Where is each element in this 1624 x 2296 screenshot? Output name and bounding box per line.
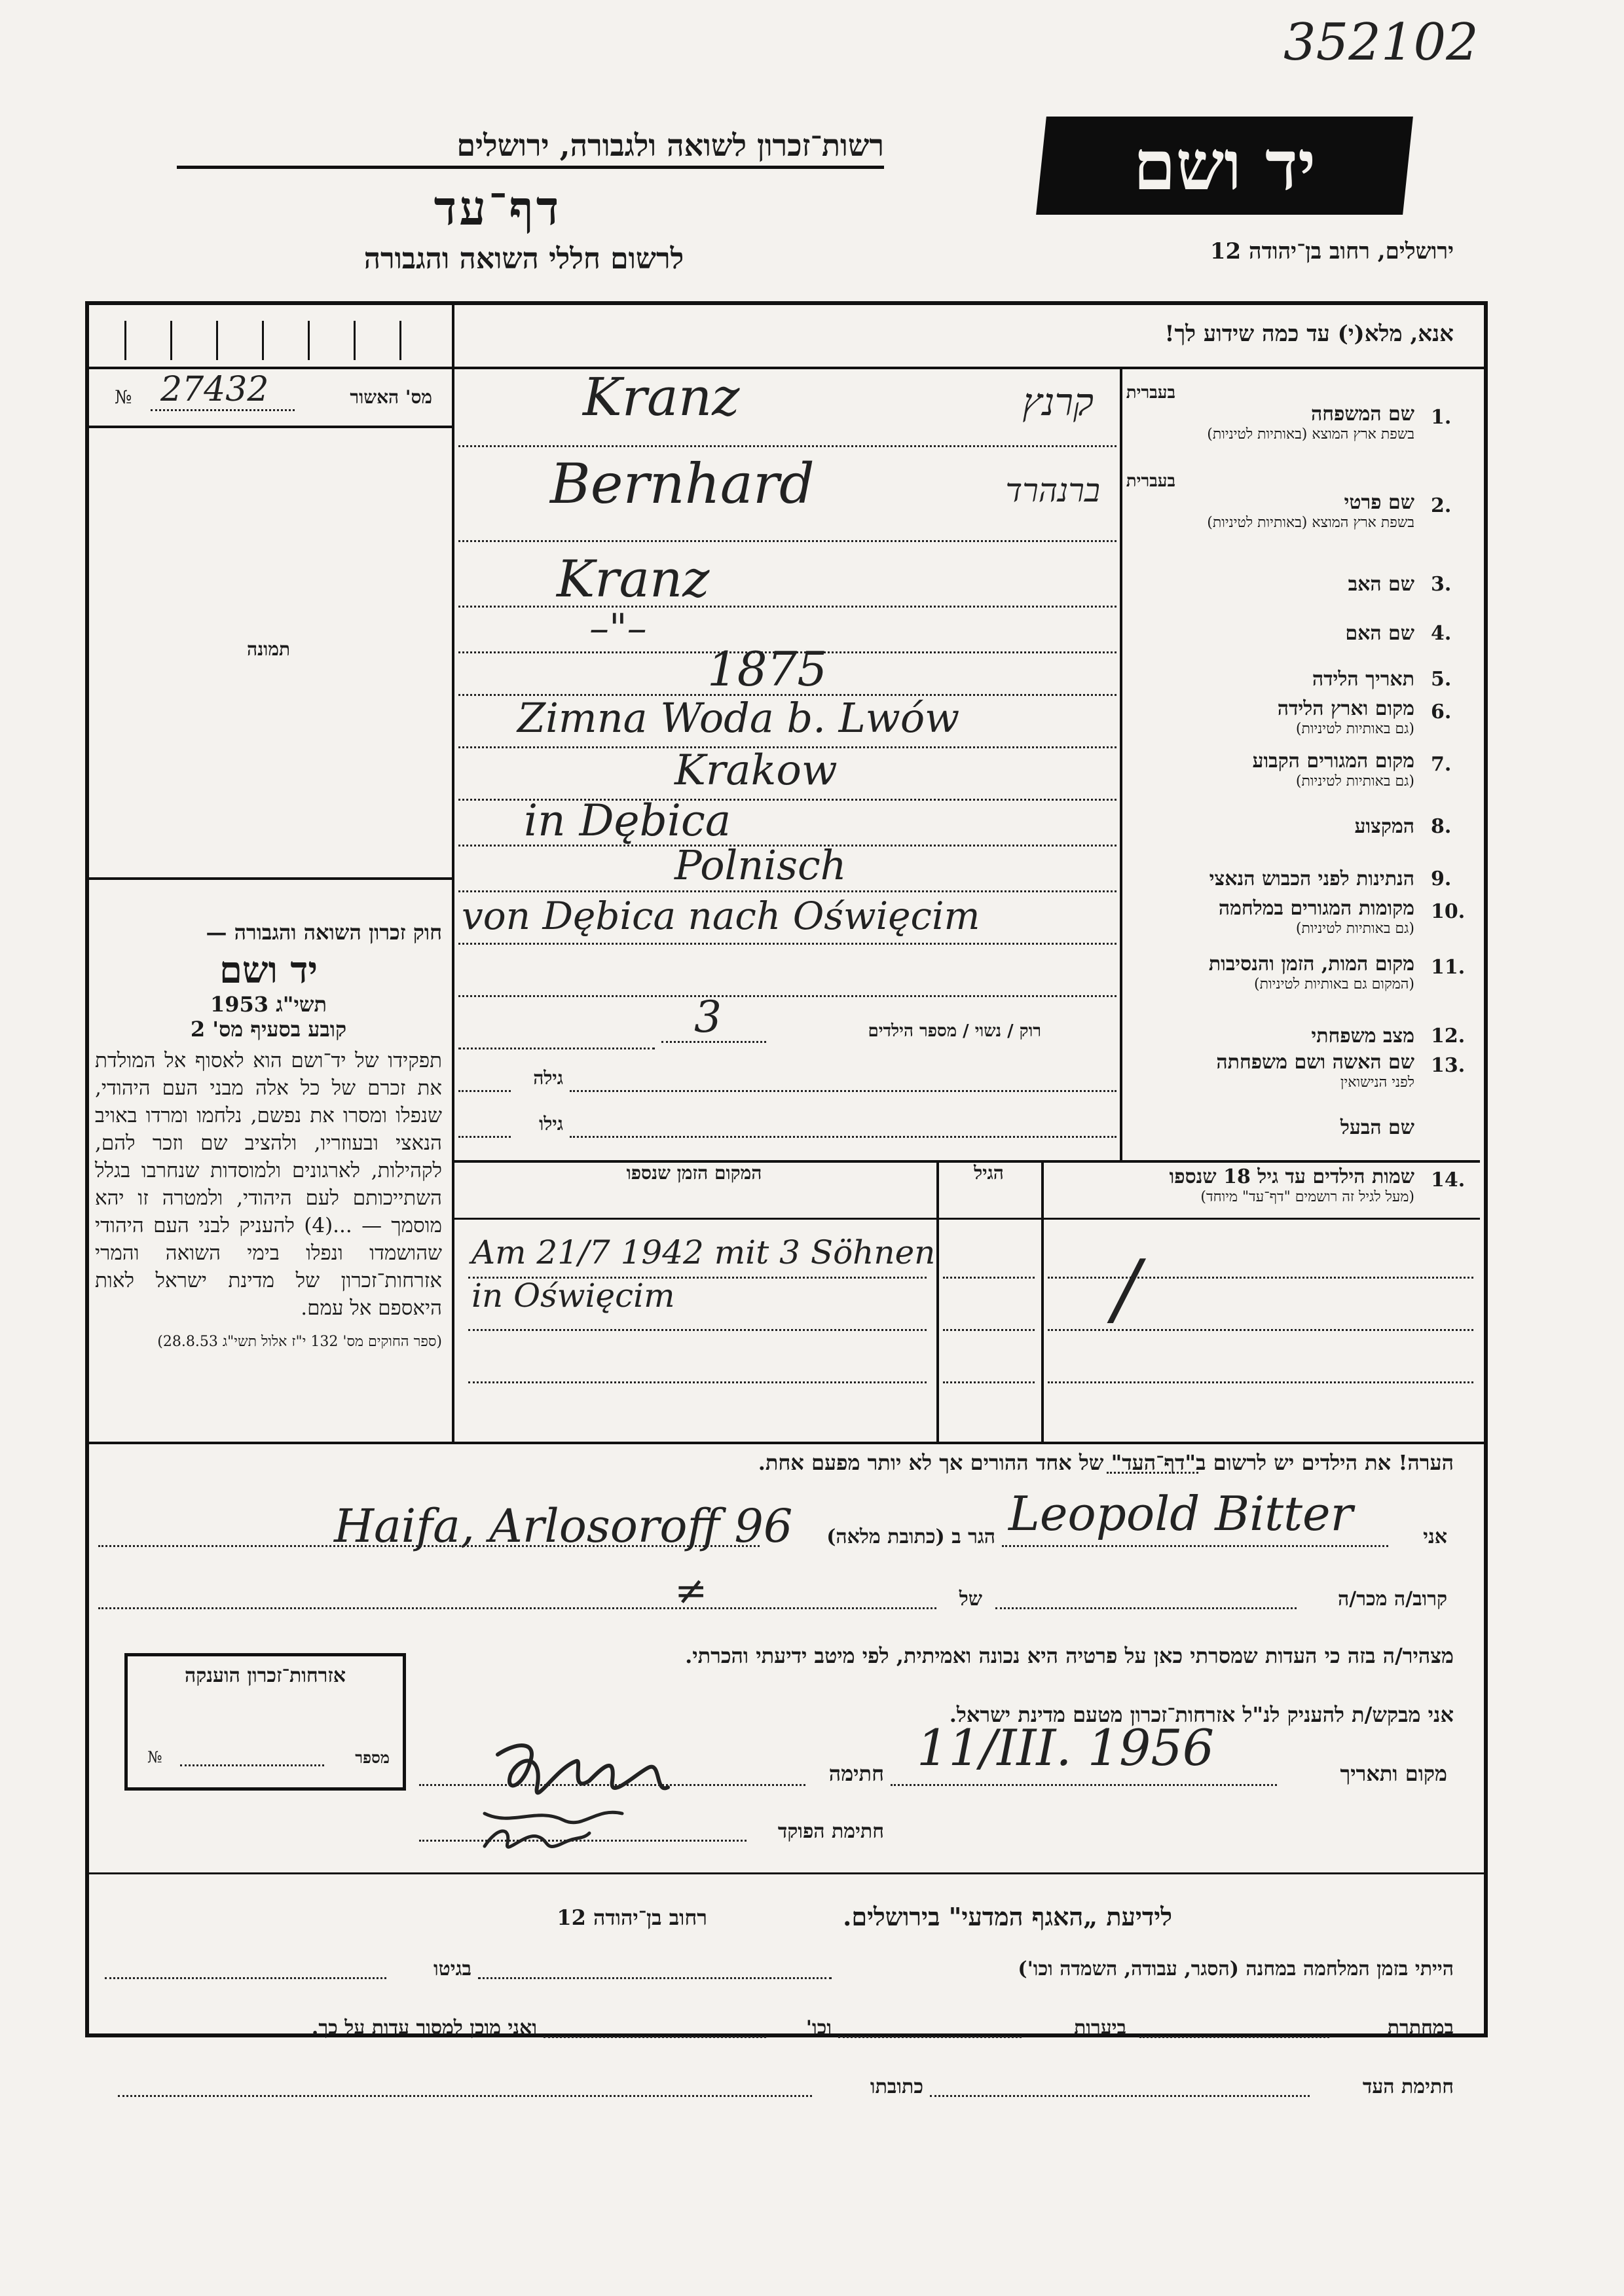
field-label: שם האם <box>1345 622 1414 645</box>
field-num: 3. <box>1431 573 1452 596</box>
of-label: של <box>959 1588 982 1611</box>
official-signature-label: חתימת הפוקד <box>777 1820 884 1843</box>
field-num: 10. <box>1431 900 1466 923</box>
footer-ghetto-label: בגיטו <box>433 1958 471 1980</box>
field-num: 2. <box>1431 494 1452 517</box>
law-text: תפקידו של יד־ושם הוא לאסוף אל המולדת את זכרם של כל אלה מבני העם היהודי, שנפלו ומסרו את נפשם, נלחמו ומרדו באויב הנאצי ובעוזריו, ולהציב שם וזכר להם, לקהילות, לארגונים ולמוסדות שנחרבו בגלל השתייכותם לעם היהודי, ולמטרה זו יהא מוסמך — ...(4) להעניק לבני העם היהודי שהושמדו ונפלו בימי השואה והמרי אזרחות־זכרון של מדינת ישראל לאות היאספם אל עמם. <box>95 1049 442 1320</box>
field-num: 9. <box>1431 867 1452 890</box>
death-place-time-value: Am 21/7 1942 mit 3 Söhnen in Oświęcim <box>471 1233 936 1315</box>
husband-age-label: גילו <box>539 1113 563 1135</box>
header-address: ירושלים, רחוב בן־יהודה 12 <box>1209 238 1454 264</box>
instruction-text: אנא, מלא(י) עד כמה שידוע לך! <box>1164 321 1454 347</box>
page-title: דף־עד <box>434 180 562 236</box>
declarant-name-value: Leopold Bitter <box>1008 1486 1354 1541</box>
husband-label: שם הבעל <box>1340 1116 1414 1139</box>
note-text: הערה! את הילדים יש לרשום ב"דף־העד" של אחד ההורים אך לא יותר מפעם אחת. <box>758 1450 1454 1475</box>
yad-vashem-logo <box>1036 117 1413 215</box>
surname-hebrew-value: קרנץ <box>1022 380 1094 424</box>
field-label: שם פרטי בשפת ארץ המוצא (באותיות לטיניות) <box>1207 491 1414 531</box>
children-names-value: / <box>1113 1244 1140 1335</box>
law-reference: (ספר החוקים מס' 132 י"ז אלול תשי"ג 28.8.53) <box>157 1334 442 1350</box>
cert-number-label: מס' האשור <box>350 386 432 408</box>
field-num: 13. <box>1431 1054 1466 1077</box>
field-num: 1. <box>1431 406 1452 429</box>
nationality-value: Polnisch <box>674 841 847 889</box>
surname-value: Kranz <box>583 367 740 428</box>
birth-place-value: Zimna Woda b. Lwów <box>517 694 960 742</box>
hebrew-tag: בעברית <box>1126 471 1175 491</box>
citizenship-box <box>124 1653 406 1791</box>
citizenship-no-sign: № <box>147 1748 162 1766</box>
relative-label: קרוב/ה מכר/ה <box>1338 1588 1447 1611</box>
hebrew-tag: בעברית <box>1126 383 1175 403</box>
birth-date-value: 1875 <box>707 642 828 697</box>
field-num: 12. <box>1431 1025 1466 1048</box>
law-clause: קובע בסעיף מס' 2 <box>190 1017 347 1042</box>
place-date-value: 11/III. 1956 <box>917 1719 1215 1777</box>
footer-testimony-text: ואני מוכן למסור עדות על כך. <box>311 2016 537 2039</box>
i-label: אני <box>1423 1525 1447 1548</box>
footer-witness-signature-label: חתימת העד <box>1362 2075 1454 2098</box>
signature-label: חתימה <box>828 1761 884 1786</box>
citizenship-title: אזרחות־זכרון הוענקה <box>184 1664 346 1687</box>
field-label: מקום המגורים הקבוע (גם באותיות לטיניות) <box>1252 750 1414 790</box>
relative-value: ≠ <box>674 1568 708 1614</box>
field-num: 6. <box>1431 701 1452 723</box>
field-label: מצב משפחתי <box>1311 1025 1414 1048</box>
given-name-value: Bernhard <box>550 452 815 516</box>
field-num: 5. <box>1431 668 1452 691</box>
declarant-address-value: Haifa, Arlosoroff 96 <box>334 1499 793 1553</box>
cert-no-sign: № <box>115 386 132 408</box>
father-name-value: Kranz <box>557 550 710 609</box>
field-label: מקומות המגורים במלחמה (גם באותיות לטיניות) <box>1218 897 1414 937</box>
field-num: 11. <box>1431 956 1466 979</box>
field-label: מקום וארץ הלידה (גם באותיות לטיניות) <box>1277 697 1414 737</box>
field-label: שם האשה ושם משפחתה לפני הנישואין <box>1216 1051 1414 1091</box>
footer-forests-label: ביערות <box>1073 2016 1126 2039</box>
law-title: חוק זכרון השואה והגבורה — <box>206 920 442 945</box>
footer-underground-label: במחתרת <box>1387 2016 1454 2039</box>
children-count-value: 3 <box>694 992 722 1042</box>
field-label: המקצוע <box>1354 815 1414 838</box>
field-num: 8. <box>1431 815 1452 838</box>
resides-label: הגר ב (כתובת מלאה) <box>826 1525 995 1548</box>
request-text: אני מבקש/ת להעניק לנ"ל אזרחות־זכרון מטעם מדינת ישראל. <box>949 1702 1454 1727</box>
field-label: תאריך הלידה <box>1312 668 1414 691</box>
wartime-residence-value: von Dębica nach Oświęcim <box>462 894 980 938</box>
footer-camp-label: הייתי בזמן המלחמה במחנה (הסגר, עבודה, השמדה וכו') <box>1018 1958 1454 1980</box>
page-subtitle: לרשום חללי השואה והגבורה <box>363 242 684 276</box>
given-name-hebrew-value: ברנהרד <box>1005 471 1100 509</box>
law-box <box>95 920 442 1352</box>
field-label: שם האב <box>1348 573 1414 596</box>
citizenship-number-label: מספר <box>355 1748 390 1767</box>
footer-address-label: כתובתו <box>870 2075 923 2098</box>
law-year: 1953 <box>210 992 269 1017</box>
children-label: שמות הילדים עד גיל 18 שנספו (מעל לגיל זה רושמים "דף־עד" מיוחד) <box>1169 1165 1414 1205</box>
field-label: מקום המות, הזמן והנסיבות (המקום גם באותיות לטיניות) <box>1208 953 1414 993</box>
field-num: 7. <box>1431 753 1452 776</box>
field-num: 4. <box>1431 622 1452 645</box>
residence-value: Krakow <box>674 746 838 795</box>
photo-label: תמונה <box>246 638 291 660</box>
footer-title: לידיעת „האגף המדעי" בירושלים. <box>843 1902 1172 1931</box>
marital-options: רוק / נשוי / מספר הילדים <box>868 1021 1041 1041</box>
profession-value: in Dębica <box>524 795 731 846</box>
place-date-label: מקום ותאריך <box>1340 1761 1447 1786</box>
place-time-header: המקום הזמן שנספו <box>626 1162 762 1184</box>
footer-etc-label: וכו' <box>805 2016 832 2039</box>
archive-number: 352102 <box>1283 13 1479 72</box>
field-label: שם המשפחה בשפת ארץ המוצא (באותיות לטיניות) <box>1207 403 1414 443</box>
authority-title: רשות־זכרון לשואה ולגבורה, ירושלים <box>177 128 884 169</box>
footer-address: רחוב בן־יהודה 12 <box>557 1905 707 1930</box>
field-label: הנתינות לפני הכבוש הנאצי <box>1209 867 1414 890</box>
wife-age-label: גילה <box>533 1067 563 1089</box>
law-name: יד ושם <box>219 949 318 992</box>
declaration-text: מצהיר/ה בזה כי העדות שמסרתי כאן על פרטיה היא נכונה ואמיתית, לפי מיטב ידיעתי והכרתי. <box>685 1643 1454 1668</box>
law-year-hebrew: תשי"ג <box>276 992 327 1017</box>
children-num: 14. <box>1431 1169 1466 1192</box>
mother-name-value: –"– <box>589 606 647 651</box>
logo-text: יד ושם <box>1133 125 1316 206</box>
official-signature <box>471 1807 602 1866</box>
age-header: הגיל <box>974 1162 1004 1184</box>
cert-number-value: 27432 <box>160 370 269 409</box>
